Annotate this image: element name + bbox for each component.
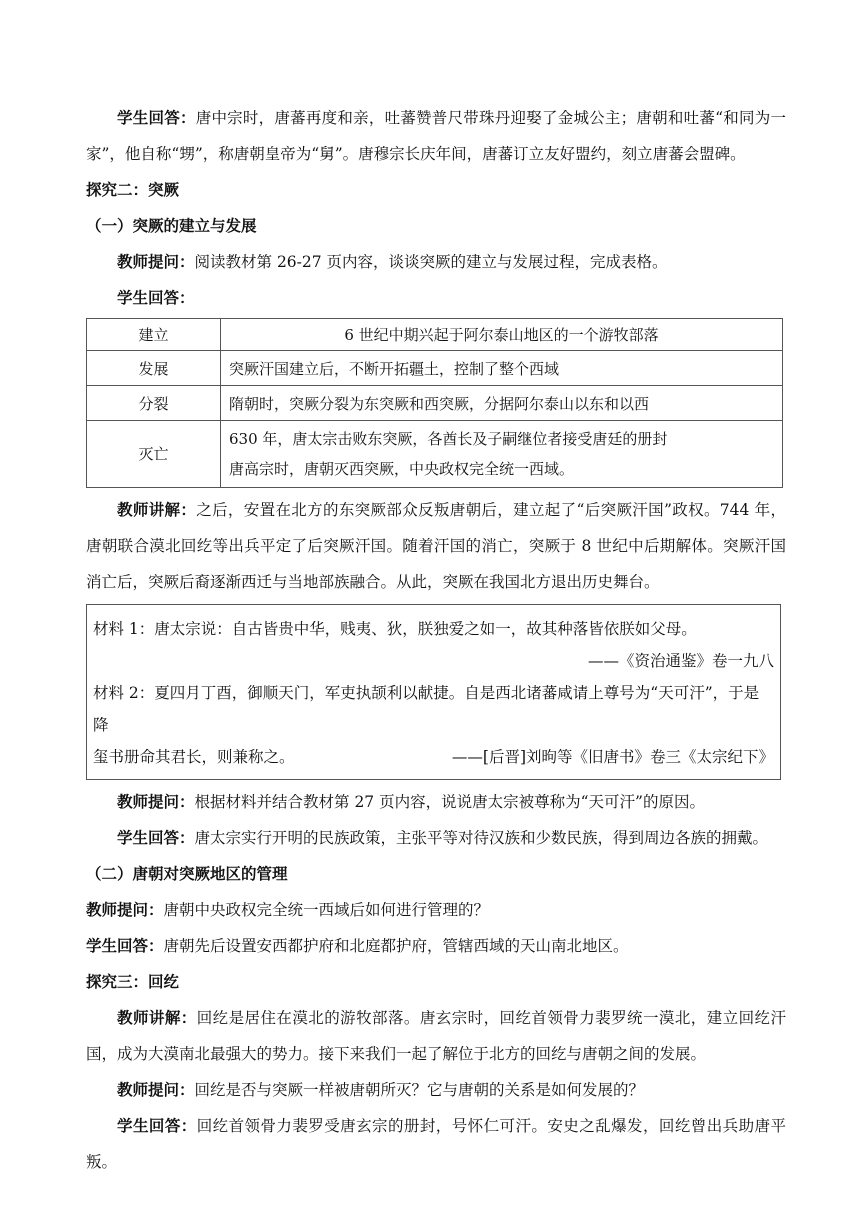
table-value-line: 唐高宗时，唐朝灭西突厥，中央政权完全统一西域。 <box>229 460 575 478</box>
table-value-cell <box>221 421 783 488</box>
answer-label: 学生回答： <box>117 289 195 307</box>
answer-label: 学生回答： <box>117 1117 197 1135</box>
question-label: 教师提问： <box>117 1081 195 1099</box>
explain-label: 教师讲解： <box>117 1009 197 1027</box>
table-row <box>87 319 783 351</box>
section-heading: 探究二：突厥 <box>86 181 180 199</box>
table-key-cell: 建立 <box>87 319 221 351</box>
material-2-text-line2 <box>93 741 774 773</box>
question-label: 教师提问： <box>117 793 195 811</box>
question-label: 教师提问： <box>86 901 164 919</box>
student-answer-paragraph <box>86 928 786 964</box>
table-row <box>87 386 783 421</box>
material-box <box>86 604 781 780</box>
student-answer-paragraph <box>86 820 786 856</box>
material-1-source: ——《资治通鉴》卷一九八 <box>587 652 774 670</box>
answer-text: 唐朝先后设置安西都护府和北庭都护府，管辖西域的天山南北地区。 <box>163 937 629 955</box>
turk-development-table <box>86 318 783 488</box>
table-row <box>87 351 783 386</box>
question-text: 根据材料并结合教材第 27 页内容，说说唐太宗被尊称为“天可汗”的原因。 <box>194 793 705 811</box>
question-text: 回纥是否与突厥一样被唐朝所灭？它与唐朝的关系是如何发展的？ <box>194 1081 645 1099</box>
answer-text: 回纥首领骨力裴罗受唐玄宗的册封，号怀仁可汗。安史之乱爆发，回纥曾出兵助唐平叛。 <box>86 1117 786 1171</box>
teacher-explain-paragraph <box>86 492 786 600</box>
answer-label: 学生回答： <box>86 937 164 955</box>
teacher-question-paragraph <box>86 892 786 928</box>
question-text: 阅读教材第 26-27 页内容，谈谈突厥的建立与发展过程，完成表格。 <box>194 253 668 271</box>
answer-text: 唐太宗实行开明的民族政策，主张平等对待汉族和少数民族，得到周边各族的拥戴。 <box>194 829 769 847</box>
answer-text: 唐中宗时，唐蕃再度和亲，吐蕃赞普尺带珠丹迎娶了金城公主；唐朝和吐蕃“和同为一家”，他自称“甥”，称唐朝皇帝为“舅”。唐穆宗长庆年间，唐蕃订立友好盟约，刻立唐蕃会盟碑。 <box>86 109 786 163</box>
table-key-cell: 分裂 <box>87 386 221 421</box>
material-2-source: ——[后晋]刘昫等《旧唐书》卷三《太宗纪下》 <box>451 748 774 766</box>
explain-text: 之后，安置在北方的东突厥部众反叛唐朝后，建立起了“后突厥汗国”政权。744 年，唐朝联合漠北回纥等出兵平定了后突厥汗国。随着汗国的消亡，突厥于 8 世纪中后期解体。突厥汗国消亡后，突厥后裔逐渐西迁与当地部族融合。从此，突厥在我国北方退出历史舞台。 <box>86 501 786 591</box>
table-value-cell: 突厥汗国建立后，不断开拓疆土，控制了整个西域 <box>221 351 783 386</box>
student-answer-paragraph <box>86 1108 786 1180</box>
student-answer-paragraph <box>86 100 786 172</box>
table-value-cell: 6 世纪中期兴起于阿尔泰山地区的一个游牧部落 <box>221 319 783 351</box>
table-value-cell: 隋朝时，突厥分裂为东突厥和西突厥，分据阿尔泰山以东和以西 <box>221 386 783 421</box>
section-heading: 探究三：回纥 <box>86 973 180 991</box>
material-1-text: 材料 1：唐太宗说：自古皆贵中华，贱夷、狄，朕独爱之如一，故其种落皆依朕如父母。 <box>93 620 697 638</box>
document-page <box>86 100 786 1180</box>
teacher-question-paragraph <box>86 244 786 280</box>
table-value-line: 630 年，唐太宗击败东突厥，各酋长及子嗣继位者接受唐廷的册封 <box>229 430 668 448</box>
table-key-cell: 发展 <box>87 351 221 386</box>
material-2-text-line1: 材料 2：夏四月丁酉，御顺天门，军吏执颉利以献捷。自是西北诸蕃咸请上尊号为“天可汗”，于是降 <box>93 684 760 734</box>
subsection-heading: （一）突厥的建立与发展 <box>86 217 257 235</box>
material-2-text-end: 玺书册命其君长，则兼称之。 <box>93 748 295 766</box>
table-row <box>87 421 783 488</box>
explain-text: 回纥是居住在漠北的游牧部落。唐玄宗时，回纥首领骨力裴罗统一漠北，建立回纥汗国，成为大漠南北最强大的势力。接下来我们一起了解位于北方的回纥与唐朝之间的发展。 <box>86 1009 786 1063</box>
explain-label: 教师讲解： <box>117 501 197 519</box>
answer-label: 学生回答： <box>117 109 196 127</box>
teacher-question-paragraph <box>86 1072 786 1108</box>
subsection-heading: （二）唐朝对突厥地区的管理 <box>86 865 288 883</box>
answer-label: 学生回答： <box>117 829 195 847</box>
question-text: 唐朝中央政权完全统一西域后如何进行管理的？ <box>163 901 490 919</box>
question-label: 教师提问： <box>117 253 195 271</box>
student-answer-label-line <box>86 280 786 316</box>
teacher-explain-paragraph <box>86 1000 786 1072</box>
teacher-question-paragraph <box>86 784 786 820</box>
table-key-cell: 灭亡 <box>87 421 221 488</box>
